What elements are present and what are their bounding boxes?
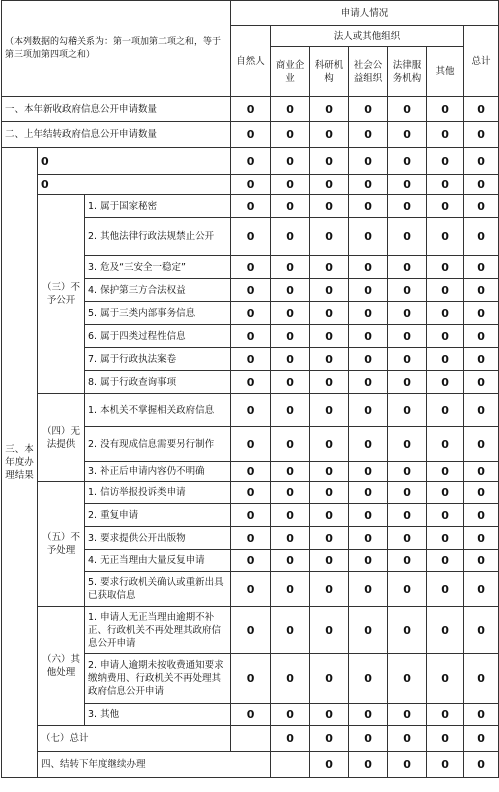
cell-value: 0: [427, 704, 464, 726]
cell-value: 0: [349, 427, 388, 462]
cell-value: 0: [310, 607, 349, 654]
cell-value: 0: [388, 256, 427, 279]
cell-value: 0: [271, 607, 310, 654]
row-label: 1. 信访举报投诉类申请: [85, 482, 231, 504]
cell-value: 0: [231, 607, 271, 654]
cell-value: 0: [427, 482, 464, 504]
cell-value: 0: [271, 218, 310, 256]
row-label: 5. 属于三类内部事务信息: [85, 302, 231, 325]
cell-value: 0: [271, 148, 310, 175]
cell-value: 0: [464, 550, 499, 572]
cell-value: 0: [388, 218, 427, 256]
cell-value: 0: [388, 752, 427, 778]
cell-value: 0: [464, 726, 499, 752]
table-row: [2, 97, 499, 122]
table-row: [2, 482, 499, 504]
cell-value: 0: [388, 550, 427, 572]
cell-value: 0: [349, 394, 388, 427]
cell-value: 0: [349, 504, 388, 527]
header-legal-group: 法人或其他组织: [271, 26, 464, 47]
group-label-unable: （四）无法提供: [38, 394, 85, 482]
cell-value: 0: [310, 704, 349, 726]
cell-value: 0: [310, 279, 349, 302]
row-label: 一、本年新收政府信息公开申请数量: [2, 97, 231, 122]
cell-value: 0: [427, 726, 464, 752]
cell-value: 0: [310, 550, 349, 572]
cell-value: 0: [231, 218, 271, 256]
cell-value: 0: [271, 348, 310, 371]
cell-value: 0: [388, 654, 427, 704]
cell-value: 0: [231, 371, 271, 394]
cell-value: 0: [271, 256, 310, 279]
cell-value: 0: [310, 148, 349, 175]
row-label: 8. 属于行政查询事项: [85, 371, 231, 394]
cell-value: 0: [349, 371, 388, 394]
cell-value: 0: [427, 607, 464, 654]
cell-value: 0: [310, 482, 349, 504]
table-row: [2, 607, 499, 654]
cell-value: 0: [349, 550, 388, 572]
cell-value: 0: [231, 279, 271, 302]
cell-value: 0: [427, 175, 464, 195]
row-label: 2. 没有现成信息需要另行制作: [85, 427, 231, 462]
cell-value: 0: [310, 256, 349, 279]
cell-value: 0: [349, 148, 388, 175]
header-legal-service: 法律服务机构: [388, 47, 427, 97]
cell-value: 0: [310, 394, 349, 427]
cell-value: 0: [231, 572, 271, 607]
cell-value: 0: [349, 572, 388, 607]
cell-value: 0: [388, 704, 427, 726]
cell-value: 0: [464, 607, 499, 654]
cell-value: 0: [231, 482, 271, 504]
cell-value: 0: [271, 550, 310, 572]
cell-value: 0: [464, 462, 499, 482]
cell-value: 0: [271, 726, 310, 752]
cell-value: 0: [271, 371, 310, 394]
table-row: [2, 122, 499, 148]
cell-value: 0: [464, 122, 499, 148]
cell-value: 0: [271, 572, 310, 607]
row-label: 2. 其他法律行政法规禁止公开: [85, 218, 231, 256]
header-other: 其他: [427, 47, 464, 97]
row-label: 1. 申请人无正当理由逾期不补正、行政机关不再处理其政府信息公开申请: [85, 607, 231, 654]
section3-label: 三、本年度办理结果: [2, 148, 38, 778]
cell-value: 0: [388, 726, 427, 752]
header-natural-person: 自然人: [231, 26, 271, 97]
cell-value: 0: [427, 279, 464, 302]
cell-value: 0: [271, 504, 310, 527]
cell-value: 0: [271, 195, 310, 218]
cell-value: 0: [271, 122, 310, 148]
cell-value: 0: [349, 726, 388, 752]
cell-value: 0: [349, 97, 388, 122]
cell-value: 0: [388, 371, 427, 394]
cell-value: 0: [271, 279, 310, 302]
cell-value: 0: [427, 504, 464, 527]
cell-value: 0: [310, 572, 349, 607]
cell-value: 0: [464, 279, 499, 302]
cell-value: 0: [349, 279, 388, 302]
row-label: 1. 本机关不掌握相关政府信息: [85, 394, 231, 427]
cell-value: 0: [388, 325, 427, 348]
cell-value: 0: [464, 302, 499, 325]
cell-value: 0: [427, 122, 464, 148]
cell-value: 0: [349, 175, 388, 195]
cell-value: 0: [231, 175, 271, 195]
cell-value: 0: [231, 325, 271, 348]
cell-value: 0: [427, 550, 464, 572]
cell-value: 0: [388, 195, 427, 218]
cell-value: 0: [349, 218, 388, 256]
cell-value: 0: [231, 550, 271, 572]
cell-value: 0: [231, 394, 271, 427]
cell-value: 0: [427, 302, 464, 325]
header-research: 科研机构: [310, 47, 349, 97]
cell-value: 0: [271, 427, 310, 462]
row-label: 4. 无正当理由大量反复申请: [85, 550, 231, 572]
cell-value: 0: [231, 302, 271, 325]
cell-value: 0: [231, 462, 271, 482]
cell-value: 0: [310, 726, 349, 752]
cell-value: 0: [271, 325, 310, 348]
cell-value: 0: [349, 302, 388, 325]
cell-value: 0: [310, 302, 349, 325]
table-row: [2, 394, 499, 427]
cell-value: 0: [464, 394, 499, 427]
cell-value: 0: [388, 348, 427, 371]
cell-value: 0: [271, 302, 310, 325]
header-applicant: 申请人情况: [231, 1, 499, 26]
row-label: 二、上年结转政府信息公开申请数量: [2, 122, 231, 148]
cell-value: 0: [427, 325, 464, 348]
row-label: 3. 其他: [85, 704, 231, 726]
cell-value: 0: [388, 302, 427, 325]
cell-value: 0: [388, 572, 427, 607]
row-label: 3. 补正后申请内容仍不明确: [85, 462, 231, 482]
row-label: （七）总计: [38, 726, 231, 752]
cell-value: 0: [388, 148, 427, 175]
cell-value: 0: [349, 482, 388, 504]
cell-value: 0: [427, 348, 464, 371]
row-label: 0: [38, 175, 231, 195]
cell-value: 0: [231, 195, 271, 218]
row-label: 1. 属于国家秘密: [85, 195, 231, 218]
cell-value: 0: [271, 175, 310, 195]
cell-value: 0: [427, 572, 464, 607]
cell-value: 0: [271, 704, 310, 726]
row-label: 7. 属于行政执法案卷: [85, 348, 231, 371]
cell-value: 0: [427, 427, 464, 462]
cell-value: 0: [349, 704, 388, 726]
cell-value: 0: [231, 122, 271, 148]
cell-value: 0: [349, 256, 388, 279]
cell-value: 0: [310, 527, 349, 550]
cell-value: 0: [427, 218, 464, 256]
row-label: 4. 保护第三方合法权益: [85, 279, 231, 302]
empty-cell: [231, 726, 271, 752]
cell-value: 0: [231, 97, 271, 122]
cell-value: 0: [310, 175, 349, 195]
cell-value: 0: [427, 462, 464, 482]
empty-cell: [271, 752, 310, 778]
cell-value: 0: [349, 527, 388, 550]
header-business: 商业企业: [271, 47, 310, 97]
row-label: 6. 属于四类过程性信息: [85, 325, 231, 348]
cell-value: 0: [231, 348, 271, 371]
cell-value: 0: [231, 256, 271, 279]
cell-value: 0: [427, 654, 464, 704]
header-total: 总计: [464, 26, 499, 97]
cell-value: 0: [271, 654, 310, 704]
row-label: 2. 重复申请: [85, 504, 231, 527]
cell-value: 0: [388, 527, 427, 550]
row-label: 3. 危及“三安全一稳定”: [85, 256, 231, 279]
table-row: [2, 752, 499, 778]
cell-value: 0: [271, 482, 310, 504]
cell-value: 0: [464, 704, 499, 726]
cell-value: 0: [310, 504, 349, 527]
cell-value: 0: [464, 654, 499, 704]
cell-value: 0: [427, 97, 464, 122]
cell-value: 0: [388, 607, 427, 654]
cell-value: 0: [427, 256, 464, 279]
cell-value: 0: [388, 97, 427, 122]
cell-value: 0: [271, 527, 310, 550]
group-label-not-processed: （五）不予处理: [38, 482, 85, 607]
cell-value: 0: [427, 527, 464, 550]
cell-value: 0: [388, 482, 427, 504]
cell-value: 0: [310, 97, 349, 122]
cell-value: 0: [310, 195, 349, 218]
header-social: 社会公益组织: [349, 47, 388, 97]
cell-value: 0: [231, 654, 271, 704]
cell-value: 0: [388, 462, 427, 482]
cell-value: 0: [427, 148, 464, 175]
cell-value: 0: [464, 148, 499, 175]
cell-value: 0: [271, 394, 310, 427]
cell-value: 0: [388, 504, 427, 527]
cell-value: 0: [231, 427, 271, 462]
row-label: 3. 要求提供公开出版物: [85, 527, 231, 550]
row-label: 0: [38, 148, 231, 175]
cell-value: 0: [310, 654, 349, 704]
cell-value: 0: [427, 195, 464, 218]
cell-value: 0: [388, 122, 427, 148]
group-label-other-handling: （六）其他处理: [38, 607, 85, 726]
cell-value: 0: [427, 752, 464, 778]
cell-value: 0: [388, 394, 427, 427]
row-label: 5. 要求行政机关确认或重新出具已获取信息: [85, 572, 231, 607]
cell-value: 0: [464, 256, 499, 279]
cell-value: 0: [427, 394, 464, 427]
cell-value: 0: [464, 504, 499, 527]
cell-value: 0: [427, 371, 464, 394]
cell-value: 0: [310, 218, 349, 256]
cell-value: 0: [464, 572, 499, 607]
cell-value: 0: [464, 97, 499, 122]
cell-value: 0: [310, 752, 349, 778]
cell-value: 0: [388, 175, 427, 195]
cell-value: 0: [464, 348, 499, 371]
cell-value: 0: [464, 427, 499, 462]
cell-value: 0: [349, 325, 388, 348]
cell-value: 0: [349, 348, 388, 371]
cell-value: 0: [349, 195, 388, 218]
cell-value: 0: [349, 122, 388, 148]
table-row: [2, 175, 499, 195]
cell-value: 0: [464, 752, 499, 778]
cell-value: 0: [271, 462, 310, 482]
cell-value: 0: [388, 279, 427, 302]
cell-value: 0: [388, 427, 427, 462]
header-note: （本列数据的勾稽关系为：第一项加第二项之和，等于第三项加第四项之和）: [2, 1, 231, 97]
cell-value: 0: [464, 175, 499, 195]
cell-value: 0: [464, 482, 499, 504]
cell-value: 0: [310, 325, 349, 348]
info-disclosure-table: [1, 0, 499, 778]
group-label-no-disclose: （三）不予公开: [38, 195, 85, 394]
cell-value: 0: [310, 371, 349, 394]
cell-value: 0: [349, 752, 388, 778]
cell-value: 0: [349, 607, 388, 654]
cell-value: 0: [464, 218, 499, 256]
row-label: 四、结转下年度继续办理: [38, 752, 271, 778]
cell-value: 0: [231, 527, 271, 550]
cell-value: 0: [231, 704, 271, 726]
cell-value: 0: [271, 97, 310, 122]
cell-value: 0: [349, 462, 388, 482]
cell-value: 0: [231, 504, 271, 527]
row-label: 2. 申请人逾期未按收费通知要求缴纳费用、行政机关不再处理其政府信息公开申请: [85, 654, 231, 704]
cell-value: 0: [231, 148, 271, 175]
table-row: [2, 195, 499, 218]
cell-value: 0: [464, 195, 499, 218]
table-row: [2, 148, 499, 175]
cell-value: 0: [310, 427, 349, 462]
cell-value: 0: [310, 348, 349, 371]
cell-value: 0: [464, 371, 499, 394]
cell-value: 0: [349, 654, 388, 704]
cell-value: 0: [464, 325, 499, 348]
cell-value: 0: [464, 527, 499, 550]
table-row: [2, 726, 499, 752]
cell-value: 0: [310, 122, 349, 148]
cell-value: 0: [310, 462, 349, 482]
